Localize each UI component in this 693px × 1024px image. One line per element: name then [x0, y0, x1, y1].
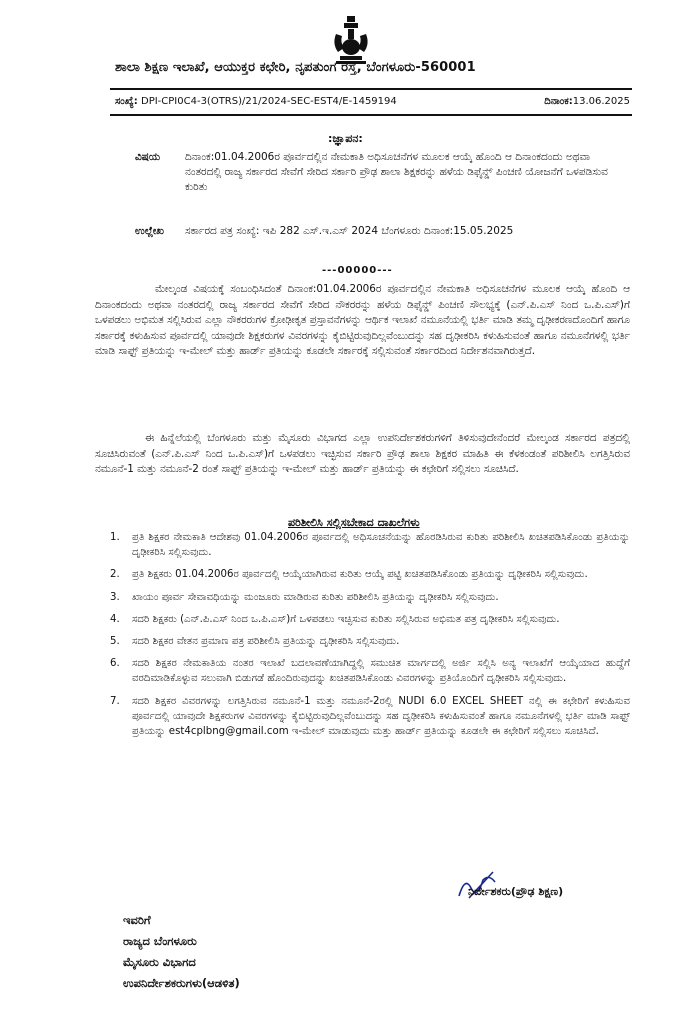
checklist-title: ಪರಿಶೀಲಿಸಿ ಸಲ್ಲಿಸಬೇಕಾದ ದಾಖಲೆಗಳು [288, 516, 420, 529]
list-item [110, 634, 630, 649]
subject-label: ವಿಷಯ [135, 151, 161, 163]
item-number: 2. [110, 569, 120, 581]
state-emblem-icon [330, 14, 372, 66]
subject-text: ದಿನಾಂಕ:01.04.2006ರ ಪೂರ್ವದಲ್ಲಿನ ನೇಮಕಾತಿ ಅಧಿಸೂಚನೆಗಳ ಮೂಲಕ ಆಯ್ಕೆ ಹೊಂದಿ ಆ ದಿನಾಂಕದಂದು ಅಥವಾ ನಂತರದಲ್ಲಿ ರಾಜ್ಯ ಸರ್ಕಾರದ ಸೇವೆಗೆ ಸೇರಿದ ಸರ್ಕಾರಿ ಪ್ರೌಢ ಶಾಲಾ ಶಿಕ್ಷಕರನ್ನು ಹಳೆಯ ಡಿಫೈನ್ಡ್ ಪಿಂಚಣಿ ಯೋಜನೆಗೆ ಒಳಪಡಿಸುವ ಕುರಿತು [185, 151, 608, 193]
reference-text: ಸರ್ಕಾರದ ಪತ್ರ ಸಂಖ್ಯೆ: ಇಪಿ 282 ಎಸ್.ಇ.ಎಸ್ 2024 ಬೆಂಗಳೂರು ದಿನಾಂಕ:15.05.2025 [185, 225, 514, 237]
section-divider: ---00000--- [322, 265, 393, 276]
list-item [110, 612, 630, 627]
reference-label: ಉಲ್ಲೇಖ [135, 225, 164, 237]
recipient-line: ಇವರಿಗೆ [123, 913, 151, 927]
item-text: ಸದರಿ ಶಿಕ್ಷಕರ ವೇತನ ಪ್ರಮಾಣ ಪತ್ರ ಪರಿಶೀಲಿಸಿ ಪ್ರತಿಯನ್ನು ದೃಢೀಕರಿಸಿ ಸಲ್ಲಿಸುವುದು. [132, 636, 400, 648]
recipient-line: ಮೈಸೂರು ವಿಭಾಗದ [123, 955, 196, 969]
date-label: ದಿನಾಂಕ: [544, 96, 573, 107]
item-number: 3. [110, 591, 120, 603]
list-item [110, 694, 630, 740]
list-item [110, 530, 630, 560]
notice-title: :ಜ್ಞಾಪನ: [328, 132, 363, 145]
recipients-block [123, 910, 240, 994]
item-text: ಪ್ರತಿ ಶಿಕ್ಷಕರ ನೇಮಕಾತಿ ಆದೇಶವು 01.04.2006ರ ಪೂರ್ವದಲ್ಲಿ ಅಧಿಸೂಚನೆಯನ್ನು ಹೊರಡಿಸಿರುವ ಕುರಿತು ಪರಿಶೀಲಿಸಿ ಖಚಿತಪಡಿಸಿಕೊಂಡು ಪ್ರತಿಯನ್ನು ದೃಢೀಕರಿಸಿ ಸಲ್ಲಿಸುವುದು. [132, 532, 630, 559]
reference-block [135, 224, 625, 239]
item-number: 4. [110, 613, 120, 625]
body-paragraph-1: ಮೇಲ್ಕಂಡ ವಿಷಯಕ್ಕೆ ಸಂಬಂಧಿಸಿದಂತೆ ದಿನಾಂಕ:01.04.2006ರ ಪೂರ್ವದಲ್ಲಿನ ನೇಮಕಾತಿ ಅಧಿಸೂಚನೆಗಳ ಮೂಲಕ ಆಯ್ಕೆ ಹೊಂದಿ ಆ ದಿನಾಂಕದಂದು ಅಥವಾ ನಂತರದಲ್ಲಿ ರಾಜ್ಯ ಸರ್ಕಾರದ ಸೇವೆಗೆ ಸೇರಿದ ನೌಕರರನ್ನು ಹಳೆಯ ಡಿಫೈನ್ಡ್ ಪಿಂಚಣಿ ಸೌಲಭ್ಯಕ್ಕೆ (ಎನ್.ಪಿ.ಎಸ್ ನಿಂದ ಒ.ಪಿ.ಎಸ್)ಗೆ ಒಳಪಡಲು ಅಭಿಮತ ಸಲ್ಲಿಸಿರುವ ಎಲ್ಲಾ ನೌಕರರುಗಳ ಕ್ರೋಢೀಕೃತ ಪ್ರಸ್ತಾವನೆಗಳನ್ನು ಆರ್ಥಿಕ ಇಲಾಖೆ ನಮೂನೆಯಲ್ಲಿ ಭರ್ತಿ ಮಾಡಿ ತಮ್ಮ ದೃಢೀಕರಣದೊಂದಿಗೆ ಹಾಗೂ ಸರ್ಕಾರಕ್ಕೆ ಕಳುಹಿಸುವ ಪೂರ್ವದಲ್ಲಿ ಯಾವುದೇ ಶಿಕ್ಷಕರುಗಳ ವಿವರಗಳನ್ನು ಕೈಬಿಟ್ಟಿರುವುದಿಲ್ಲವೆಂಬುದನ್ನು ಸಹ ದೃಢೀಕರಿಸಿ ಕಳುಹಿಸುವಂತೆ ಹಾಗೂ ನಮೂನೆಗಳಲ್ಲಿ ಭರ್ತಿ ಮಾಡಿ ಸಾಫ್ಟ್ ಪ್ರತಿಯನ್ನು ಇ-ಮೇಲ್ ಮತ್ತು ಹಾರ್ಡ್ ಪ್ರತಿಯನ್ನು ಕೂಡಲೇ ಸರ್ಕಾರಕ್ಕೆ ಸಲ್ಲಿಸುವಂತೆ ಸರ್ಕಾರದಿಂದ ನಿರ್ದೇಶನವಾಗಿರುತ್ತದೆ. [95, 283, 630, 358]
header-rule [110, 88, 632, 90]
list-item [110, 590, 630, 605]
item-number: 7. [110, 695, 120, 707]
subject-block [135, 150, 625, 195]
list-item [110, 656, 630, 686]
item-number: 6. [110, 658, 120, 670]
recipient-line: ರಾಜ್ಯದ ಬೆಂಗಳೂರು [123, 934, 197, 948]
body-paragraph-2: ಈ ಹಿನ್ನೆಲೆಯಲ್ಲಿ ಬೆಂಗಳೂರು ಮತ್ತು ಮೈಸೂರು ವಿಭಾಗದ ಎಲ್ಲಾ ಉಪನಿರ್ದೇಶಕರುಗಳಿಗೆ ತಿಳಿಸುವುದೇನೆಂದರೆ ಮೇಲ್ಕಂಡ ಸರ್ಕಾರದ ಪತ್ರದಲ್ಲಿ ಸೂಚಿಸಿರುವಂತೆ (ಎನ್.ಪಿ.ಎಸ್ ನಿಂದ ಒ.ಪಿ.ಎಸ್)ಗೆ ಒಳಪಡಲು ಇಚ್ಛಿಸುವ ಸರ್ಕಾರಿ ಪ್ರೌಢ ಶಾಲಾ ಶಿಕ್ಷಕರ ಮಾಹಿತಿ ಈ ಕೆಳಕಂಡಂತೆ ಪರಿಶೀಲಿಸಿ ಲಗತ್ತಿಸಿರುವ ನಮೂನೆ-1 ಮತ್ತು ನಮೂನೆ-2 ರಂತೆ ಸಾಫ್ಟ್ ಪ್ರತಿಯನ್ನು ಇ-ಮೇಲ್ ಮತ್ತು ಹಾರ್ಡ್ ಪ್ರತಿಯನ್ನು ಈ ಕಛೇರಿಗೆ ಸಲ್ಲಿಸಲು ಸೂಚಿಸಿದೆ. [95, 432, 630, 476]
date-value: 13.06.2025 [572, 96, 630, 107]
recipient-line: ಉಪನಿರ್ದೇಶಕರುಗಳು(ಆಡಳಿತ) [123, 976, 240, 990]
document-checklist [110, 530, 630, 746]
ref-label: ಸಂಖ್ಯೆ: [115, 96, 138, 107]
item-text: ಪ್ರತಿ ಶಿಕ್ಷಕರು 01.04.2006ರ ಪೂರ್ವದಲ್ಲಿ ಆಯ್ಕೆಯಾಗಿರುವ ಕುರಿತು ಆಯ್ಕೆ ಪಟ್ಟಿ ಖಚಿತಪಡಿಸಿಕೊಂಡು ಪ್ರತಿಯನ್ನು ದೃಢೀಕರಿಸಿ ಸಲ್ಲಿಸುವುದು. [132, 569, 588, 581]
list-item [110, 567, 630, 582]
signatory-designation: ನಿರ್ದೇಶಕರು(ಪ್ರೌಢ ಶಿಕ್ಷಣ) [468, 885, 564, 898]
item-text: ಖಾಯಂ ಪೂರ್ವ ಸೇವಾವಧಿಯನ್ನು ಮಂಜೂರು ಮಾಡಿರುವ ಕುರಿತು ಪರಿಶೀಲಿಸಿ ಪ್ರತಿಯನ್ನು ದೃಢೀಕರಿಸಿ ಸಲ್ಲಿಸುವುದು. [132, 591, 499, 603]
department-address: ಶಾಲಾ ಶಿಕ್ಷಣ ಇಲಾಖೆ, ಆಯುಕ್ತರ ಕಛೇರಿ, ನೃಪತುಂಗ ರಸ್ತೆ, ಬೆಂಗಳೂರು-560001 [115, 60, 476, 75]
item-text: ಸದರಿ ಶಿಕ್ಷಕರ ನೇಮಕಾತಿಯ ನಂತರ ಇಲಾಖೆ ಬದಲಾವಣೆಯಾಗಿದ್ದಲ್ಲಿ ಸಮುಚಿತ ಮಾರ್ಗದಲ್ಲಿ ಅರ್ಜಿ ಸಲ್ಲಿಸಿ ಅನ್ಯ ಇಲಾಖೆಗೆ ಆಯ್ಕೆಯಾದ ಹುದ್ದೆಗೆ ವರದಿಮಾಡಿಕೊಳ್ಳುವ ಸಲುವಾಗಿ ಬಿಡುಗಡೆ ಹೊಂದಿರುವುದನ್ನು ಖಚಿತಪಡಿಸಿಕೊಂಡು ವಿವರಗಳನ್ನು ಪ್ರತಿಯೊಂದಿಗೆ ದೃಢೀಕರಿಸಿ ಸಲ್ಲಿಸುವುದು. [132, 658, 630, 685]
item-text: ಸದರಿ ಶಿಕ್ಷಕರು (ಎನ್.ಪಿ.ಎಸ್ ನಿಂದ ಒ.ಪಿ.ಎಸ್)ಗೆ ಒಳಪಡಲು ಇಚ್ಛಿಸುವ ಕುರಿತು ಸಲ್ಲಿಸಿರುವ ಅಭಿಮತ ಪತ್ರ ದೃಢೀಕರಿಸಿ ಸಲ್ಲಿಸುವುದು. [132, 613, 560, 625]
item-number: 5. [110, 636, 120, 648]
ref-rule [110, 114, 632, 116]
issue-date [544, 96, 630, 107]
reference-date-row [115, 96, 630, 107]
ref-value: DPI-CPI0C4-3(OTRS)/21/2024-SEC-EST4/E-1459194 [141, 96, 397, 107]
item-text: ಸದರಿ ಶಿಕ್ಷಕರ ವಿವರಗಳನ್ನು ಲಗತ್ತಿಸಿರುವ ನಮೂನೆ-1 ಮತ್ತು ನಮೂನೆ-2ರಲ್ಲಿ NUDI 6.0 EXCEL SHEET ನಲ್ಲಿ ಈ ಕಛೇರಿಗೆ ಕಳುಹಿಸುವ ಪೂರ್ವದಲ್ಲಿ ಯಾವುದೇ ಶಿಕ್ಷಕರುಗಳ ವಿವರಗಳನ್ನು ಕೈಬಿಟ್ಟಿರುವುದಿಲ್ಲವೆಂಬುದನ್ನು ಸಹ ದೃಢೀಕರಿಸಿ ಕಳುಹಿಸುವಂತೆ ಹಾಗೂ ನಮೂನೆಗಳಲ್ಲಿ ಭರ್ತಿ ಮಾಡಿ ಸಾಫ್ಟ್ ಪ್ರತಿಯನ್ನು est4cplbng@gmail.com ಇ-ಮೇಲ್ ಮಾಡುವುದು ಮತ್ತು ಹಾರ್ಡ್ ಪ್ರತಿಯನ್ನು ಕೂಡಲೇ ಈ ಕಛೇರಿಗೆ ಸಲ್ಲಿಸಲು ಸೂಚಿಸಿದೆ. [132, 695, 630, 738]
item-number: 1. [110, 532, 120, 543]
reference-number [115, 96, 397, 107]
